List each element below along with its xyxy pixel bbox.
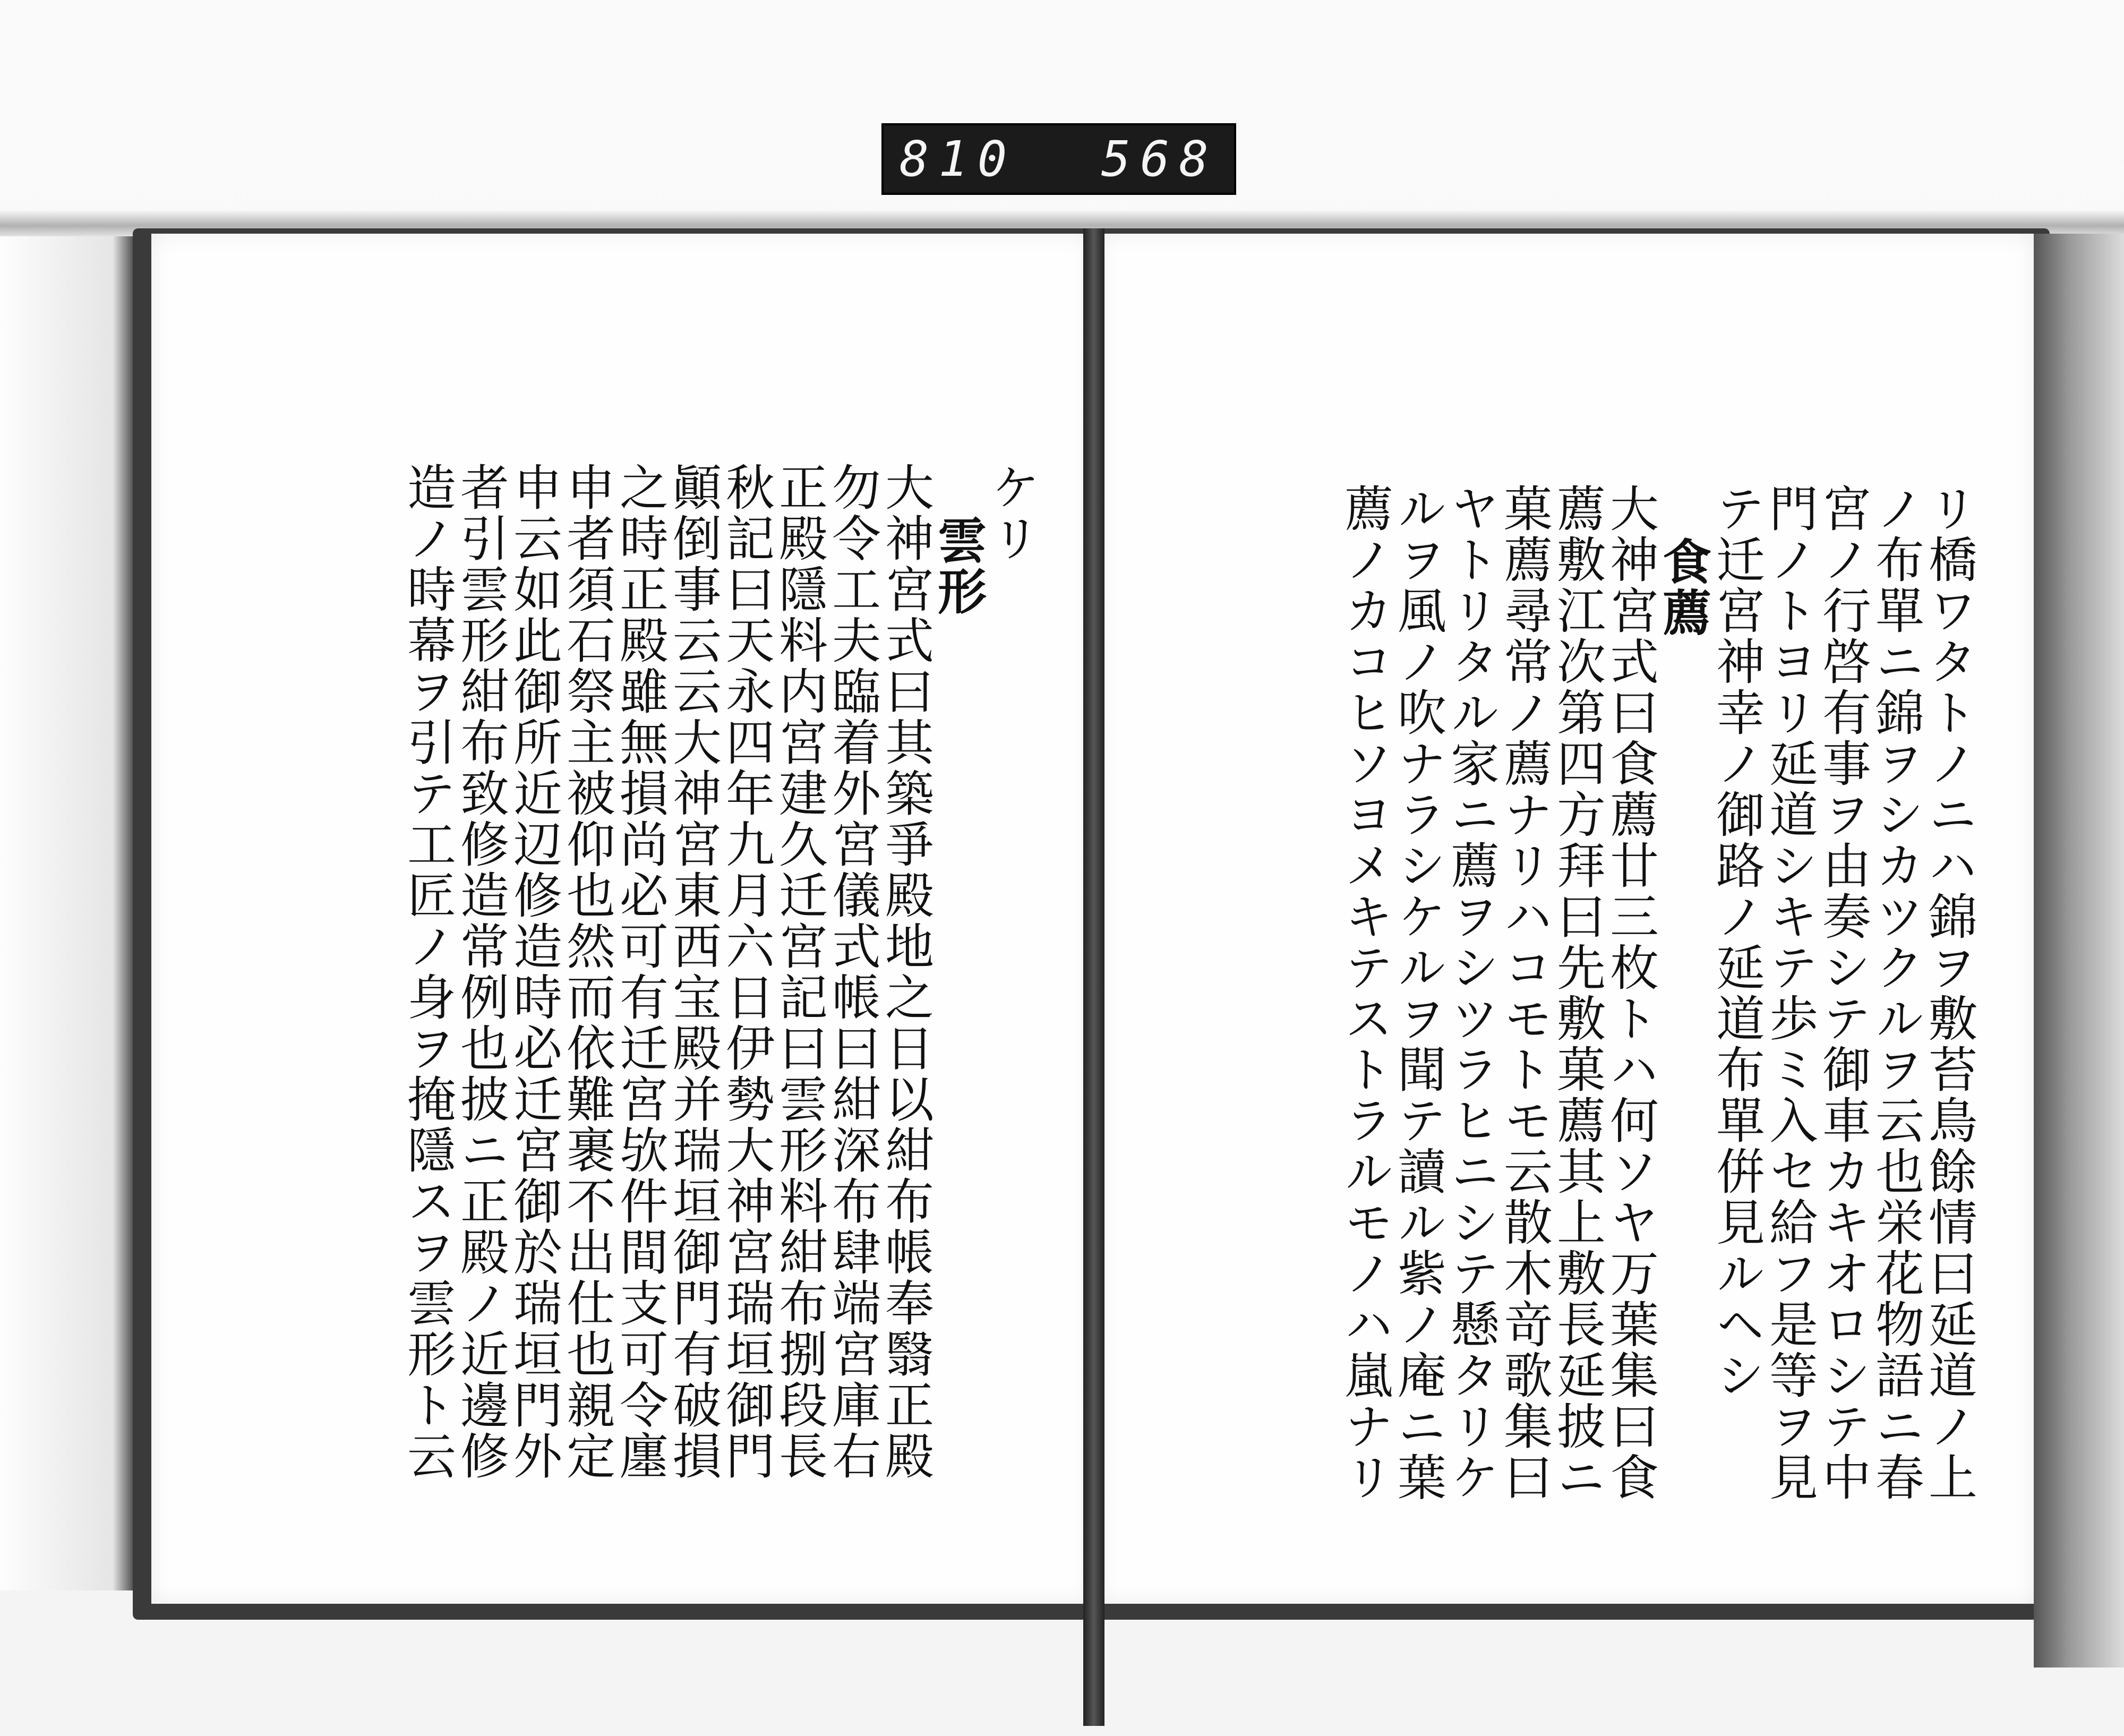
text-column: 薦敷江次第四方拜曰先敷菓薦其上敷長延披ニ <box>1549 483 1606 1503</box>
text-column: 造ノ時幕ヲ引テ工匠ノ身ヲ掩隱スヲ雲形ト云 <box>399 462 456 1482</box>
text-column: 大神宮式曰其築爭殿地之日以紺布帳奉翳正殿 <box>877 462 934 1482</box>
text-column: 秋記曰天永四年九月六日伊勢大神宮瑞垣御門 <box>718 462 775 1482</box>
text-column: 申者須石祭主被仰也然而依難裹不出仕也親定 <box>559 462 615 1482</box>
text-column: 宮ノ行啓有事ヲ由奏シテ御車カキオロシテ中 <box>1814 483 1871 1503</box>
text-column: 者引雲形紺布致修造常例也披ニ正殿ノ近邊修 <box>452 462 509 1482</box>
text-column: 菓薦尋常ノ薦ナリハコモトモ云散木竒歌集曰 <box>1496 483 1553 1503</box>
label-right-number: 568 <box>1101 131 1218 187</box>
right-page-text <box>1168 483 1975 1545</box>
text-column: 薦ノカコヒソヨメキテストラルモノハ嵐ナリ <box>1337 483 1393 1503</box>
page-edge-right <box>2034 234 2124 1667</box>
archive-label-plate <box>881 123 1236 195</box>
page-edge-left <box>0 236 133 1590</box>
text-column: 顚倒事云云大神宮東西宝殿并瑞垣御門有破損 <box>665 462 722 1482</box>
text-column: 申云如此御所近辺修造時必迁宮御於瑞垣門外 <box>506 462 562 1482</box>
text-column: ヤトリタル家ニ薦ヲシツラヒニシテ懸タリケ <box>1443 483 1500 1503</box>
text-column: ルヲ風ノ吹ナラシケルヲ聞テ讀ル紫ノ庵ニ葉 <box>1390 483 1446 1503</box>
text-column: 之時正殿雖無損尚必可有迁宮欤件間支可令廛 <box>612 462 669 1482</box>
text-column: 正殿隱料内宮建久迁宮記曰雲形料紺布捌段長 <box>771 462 828 1482</box>
text-column: 大神宮式曰食薦廿三枚トハ何ソヤ万葉集曰食 <box>1602 483 1659 1503</box>
section-heading: 雲形 <box>930 515 987 617</box>
text-column: 門ノトヨリ延道シキテ歩ミ入セ給フ是等ヲ見 <box>1761 483 1818 1503</box>
section-heading: 食薦 <box>1655 536 1712 638</box>
book-spine <box>1083 228 1104 1726</box>
text-column: リ橋ワタトノニハ錦ヲ敷苔鳥餘情曰延道ノ上 <box>1921 483 1977 1503</box>
left-page-text <box>210 462 1038 1567</box>
label-left-number: 810 <box>900 131 1017 187</box>
text-column: ケリ <box>983 462 1040 564</box>
text-column: テ迁宮神幸ノ御路ノ延道布單倂見ルヘシ <box>1708 483 1765 1401</box>
text-column: ノ布單ニ錦ヲシカツクルヲ云也栄花物語ニ春 <box>1868 483 1924 1503</box>
text-column: 勿令工夫臨着外宮儀式帳曰紺深布肆端宮庫右 <box>824 462 881 1482</box>
